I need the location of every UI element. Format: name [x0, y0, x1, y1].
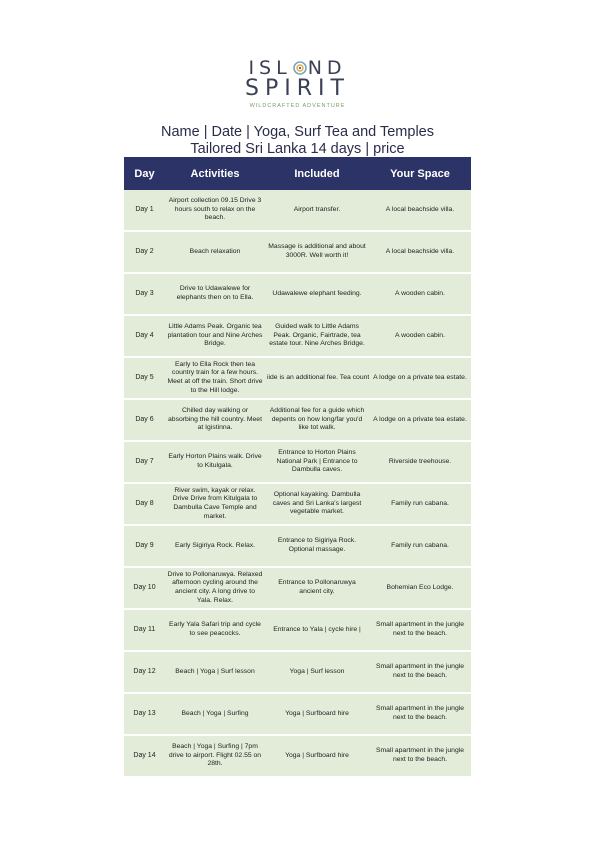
activities-cell: Beach | Yoga | Surfing [165, 693, 265, 735]
day-cell: Day 10 [124, 567, 165, 609]
table-row [124, 273, 471, 315]
day-cell: Day 7 [124, 441, 165, 483]
title-line-1: Name | Date | Yoga, Surf Tea and Temples [160, 124, 434, 140]
your-space-cell: A lodge on a private tea estate. [369, 399, 471, 441]
table-row [124, 315, 471, 357]
day-cell: Day 12 [124, 651, 165, 693]
day-cell: Day 13 [124, 693, 165, 735]
included-cell: Entrance to Yala | cycle hire | [265, 609, 369, 651]
logo-text-isl: ISL [248, 57, 292, 79]
your-space-cell: A local beachside villa. [369, 231, 471, 273]
title-line-2: Tailored Sri Lanka 14 days | price [190, 141, 405, 157]
activities-cell: Early Horton Plains walk. Drive to Kitulgala. [165, 441, 265, 483]
your-space-cell: A wooden cabin. [369, 273, 471, 315]
your-space-cell: A local beachside villa. [369, 190, 471, 231]
header-included: Included [265, 157, 369, 190]
day-cell: Day 4 [124, 315, 165, 357]
table-row [124, 190, 471, 231]
table-row [124, 525, 471, 567]
table-row [124, 651, 471, 693]
included-cell: Airport transfer. [265, 190, 369, 231]
activities-cell: Early Sigiriya Rock. Relax. [165, 525, 265, 567]
activities-cell: Drive to Udawalewe for elephants then on to Ella. [165, 273, 265, 315]
your-space-cell: A lodge on a private tea estate. [369, 357, 471, 399]
logo-text-nd: ND [307, 57, 347, 79]
activities-cell: Early Yala Safari trip and cycle to see peacocks. [165, 609, 265, 651]
your-space-cell: Small apartment in the jungle next to the beach. [369, 693, 471, 735]
logo-swirl-icon [293, 61, 307, 75]
activities-cell: Drive to Pollonaruwya. Relaxed afternoon cycling around the ancient city. A long drive to Yala. Relax. [165, 567, 265, 609]
activities-cell: Little Adams Peak. Organic tea plantation tour and Nine Arches Bridge. [165, 315, 265, 357]
day-cell: Day 11 [124, 609, 165, 651]
your-space-cell: Family run cabana. [369, 525, 471, 567]
included-cell: Yoga | Surfboard hire [265, 693, 369, 735]
your-space-cell: Small apartment in the jungle next to the beach. [369, 651, 471, 693]
header-your-space: Your Space [369, 157, 471, 190]
table-row [124, 441, 471, 483]
included-cell: Yoga | Surf lesson [265, 651, 369, 693]
table-row [124, 735, 471, 777]
your-space-cell: Family run cabana. [369, 483, 471, 525]
day-cell: Day 3 [124, 273, 165, 315]
header-day: Day [124, 157, 165, 190]
included-cell: iide is an additional fee. Tea count [265, 357, 369, 399]
included-cell: Entrance to Pollonaruwya ancient city. [265, 567, 369, 609]
table-row [124, 567, 471, 609]
your-space-cell: Small apartment in the jungle next to the beach. [369, 735, 471, 777]
day-cell: Day 6 [124, 399, 165, 441]
included-cell: Yoga | Surfboard hire [265, 735, 369, 777]
included-cell: Massage is additional and about 3000R. Well worth it! [265, 231, 369, 273]
your-space-cell: Bohemian Eco Lodge. [369, 567, 471, 609]
brand-logo [0, 58, 595, 109]
activities-cell: Airport collection 09.15 Drive 3 hours south to relax on the beach. [165, 190, 265, 231]
logo-wordmark-bottom: SPIRIT [245, 76, 350, 101]
activities-cell: Early to Ella Rock then tea country train for a few hours. Meet at off the train. Short drive to the Hill lodge. [165, 357, 265, 399]
table-row [124, 399, 471, 441]
included-cell: Entrance to Sigiriya Rock. Optional massage. [265, 525, 369, 567]
table-row [124, 693, 471, 735]
document-title [0, 124, 595, 158]
included-cell: Entrance to Horton Plains National Park | Entrance to Dambulla caves. [265, 441, 369, 483]
activities-cell: Chilled day walking or absorbing the hill country. Meet at Igistinna. [165, 399, 265, 441]
day-cell: Day 5 [124, 357, 165, 399]
table-row [124, 231, 471, 273]
day-cell: Day 1 [124, 190, 165, 231]
your-space-cell: A wooden cabin. [369, 315, 471, 357]
itinerary-table [124, 157, 471, 778]
logo-tagline: WILDCRAFTED ADVENTURE [249, 103, 346, 109]
table-header-row [124, 157, 471, 190]
day-cell: Day 14 [124, 735, 165, 777]
day-cell: Day 8 [124, 483, 165, 525]
table-row [124, 357, 471, 399]
activities-cell: River swim, kayak or relax. Drive Drive from Kitulgala to Dambulla Cave Temple and market. [165, 483, 265, 525]
day-cell: Day 9 [124, 525, 165, 567]
your-space-cell: Riverside treehouse. [369, 441, 471, 483]
activities-cell: Beach relaxation [165, 231, 265, 273]
included-cell: Additional fee for a guide which depents on how long/far you'd like tot walk. [265, 399, 369, 441]
table-row [124, 483, 471, 525]
included-cell: Udawalewe elephant feeding. [265, 273, 369, 315]
day-cell: Day 2 [124, 231, 165, 273]
activities-cell: Beach | Yoga | Surf lesson [165, 651, 265, 693]
logo-wordmark-top [0, 58, 595, 78]
included-cell: Guided walk to Little Adams Peak. Organic, Fairtrade, tea estate tour. Nine Arches Bridge. [265, 315, 369, 357]
activities-cell: Beach | Yoga | Surfing | 7pm drive to airport. Flight 02.55 on 28th. [165, 735, 265, 777]
header-activities: Activities [165, 157, 265, 190]
your-space-cell: Small apartment in the jungle next to the beach. [369, 609, 471, 651]
included-cell: Optional kayaking. Dambulla caves and Sri Lanka's largest vegetable market. [265, 483, 369, 525]
table-row [124, 609, 471, 651]
